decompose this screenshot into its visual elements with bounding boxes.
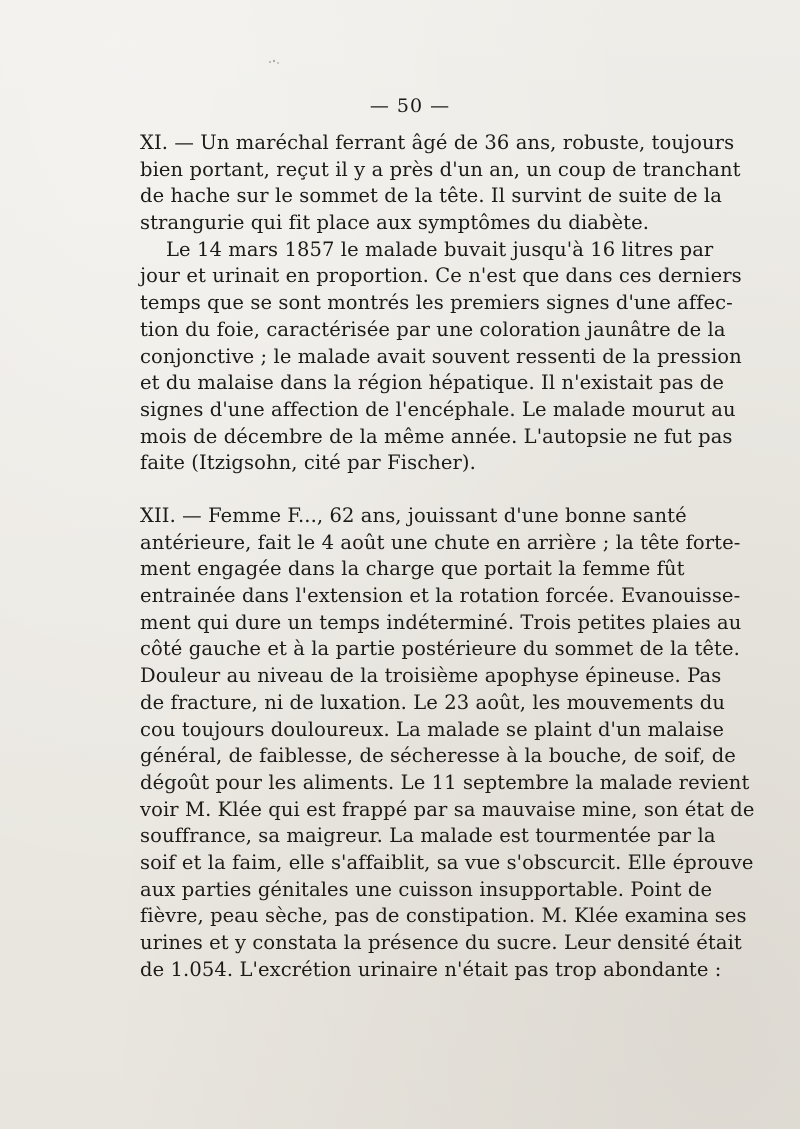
text-line: cou toujours douloureux. La malade se plaint d'un malaise <box>140 717 725 741</box>
text-line: urines et y constata la présence du sucre. Leur densité était <box>140 931 742 954</box>
text-line: général, de faiblesse, de sécheresse à la bouche, de soif, de <box>140 744 736 768</box>
text-line: aux parties génitales une cuisson insupportable. Point de <box>140 877 713 901</box>
text-line: de hache sur le sommet de la tête. Il survint de suite de la <box>140 184 722 208</box>
text-line: tion du foie, caractérisée par une coloration jaunâtre de la <box>140 317 726 341</box>
text-line: faite (Itzigsohn, cité par Fischer). <box>140 451 476 475</box>
text-line: Douleur au niveau de la troisième apophyse épineuse. Pas <box>140 664 722 688</box>
text-line: XII. — Femme F..., 62 ans, jouissant d'une bonne santé <box>140 504 687 527</box>
text-line: Le 14 mars 1857 le malade buvait jusqu'à 16 litres par <box>166 237 714 261</box>
text-line: soif et la faim, elle s'affaiblit, sa vue s'obscurcit. Elle éprouve <box>140 850 754 874</box>
text-line: temps que se sont montrés les premiers signes d'une affec- <box>140 291 733 315</box>
page-number: — 50 — <box>369 95 451 117</box>
text-line: dégoût pour les aliments. Le 11 septembre la malade revient <box>140 770 750 794</box>
case-xi-paragraph <box>140 130 742 477</box>
text-line: antérieure, fait le 4 août une chute en arrière ; la tête forte- <box>140 530 741 554</box>
text-line: mois de décembre de la même année. L'autopsie ne fut pas <box>140 424 733 448</box>
text-line: ment engagée dans la charge que portait la femme fût <box>140 557 685 581</box>
text-line: fièvre, peau sèche, pas de constipation. M. Klée examina ses <box>140 904 747 928</box>
text-line: souffrance, sa maigreur. La malade est tourmentée par la <box>140 824 716 848</box>
text-line: bien portant, reçut il y a près d'un an, un coup de tranchant <box>140 157 741 181</box>
ink-speck <box>268 58 282 66</box>
case-xii-paragraph <box>140 503 755 983</box>
text-line: signes d'une affection de l'encéphale. Le malade mourut au <box>140 397 736 421</box>
text-line: ment qui dure un temps indéterminé. Trois petites plaies au <box>140 610 742 634</box>
text-line: de 1.054. L'excrétion urinaire n'était pas trop abondante : <box>140 957 722 981</box>
text-line: de fracture, ni de luxation. Le 23 août, les mouvements du <box>140 690 726 714</box>
text-line: jour et urinait en proportion. Ce n'est que dans ces derniers <box>140 264 742 288</box>
text-line: et du malaise dans la région hépatique. Il n'existait pas de <box>140 371 724 395</box>
text-line: strangurie qui fit place aux symptômes du diabète. <box>140 211 650 235</box>
text-line: côté gauche et à la partie postérieure du sommet de la tête. <box>140 637 740 661</box>
text-line: voir M. Klée qui est frappé par sa mauvaise mine, son état de <box>140 797 755 821</box>
text-line: XI. — Un maréchal ferrant âgé de 36 ans, robuste, toujours <box>140 131 735 154</box>
text-line: entrainée dans l'extension et la rotation forcée. Evanouisse- <box>140 584 741 608</box>
text-line: conjonctive ; le malade avait souvent ressenti de la pression <box>140 344 742 368</box>
